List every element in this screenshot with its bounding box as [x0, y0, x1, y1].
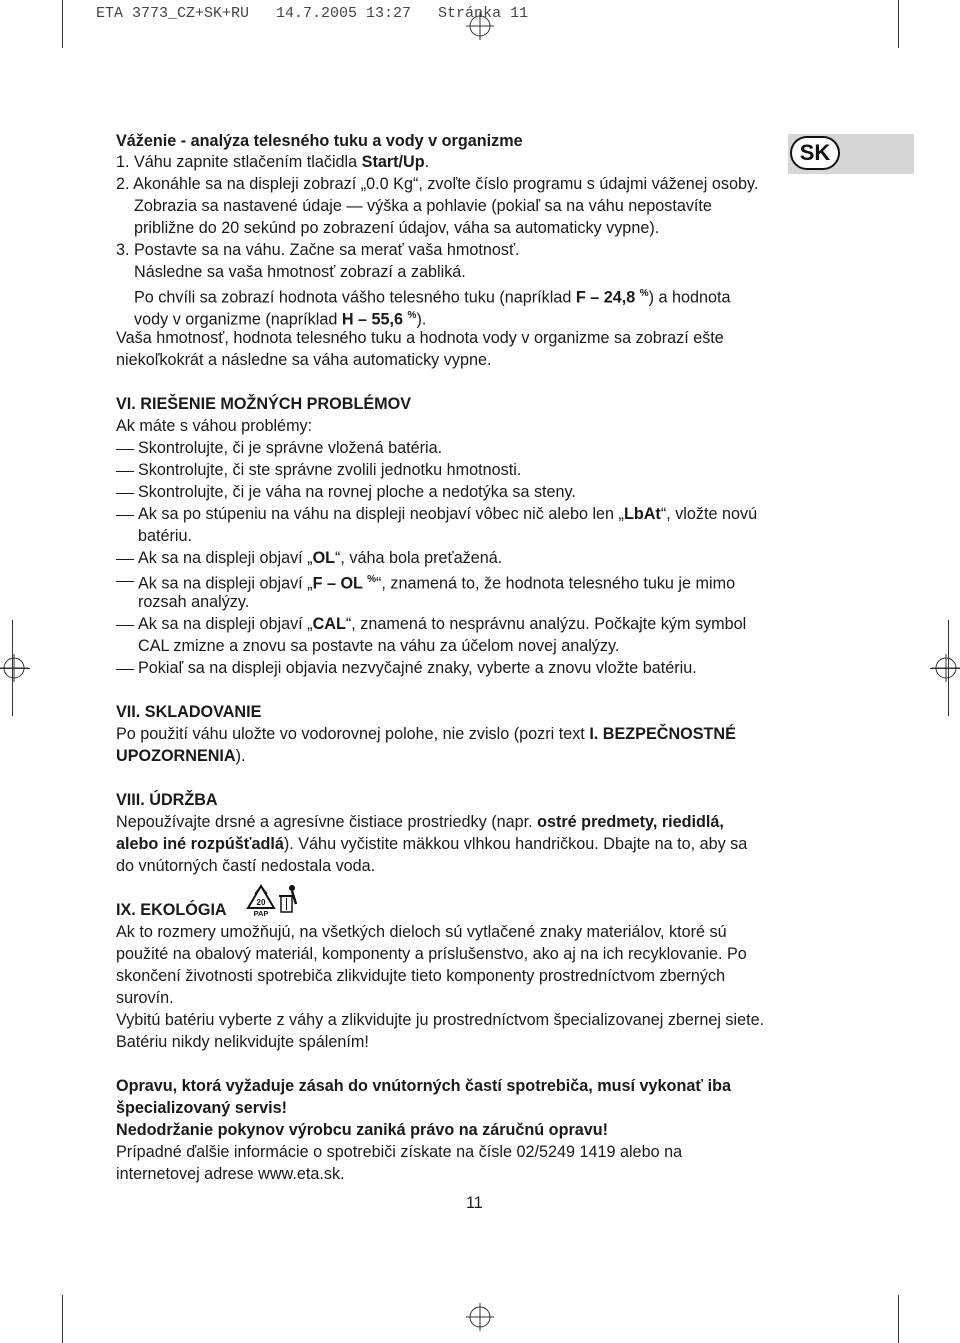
crop-mark [62, 0, 63, 48]
registration-mark-icon [466, 1303, 494, 1331]
registration-mark-icon [932, 654, 960, 682]
list-dash [116, 559, 134, 560]
notice-line-3: Nedodržanie pokynov výrobcu zaniká právo na záručnú opravu! [116, 1121, 609, 1139]
problems-item-4: Ak sa po stúpeniu na váhu na displeji neobjaví vôbec nič alebo len „LbAt“, vložte novú [138, 505, 758, 523]
crop-mark [898, 0, 899, 48]
problems-item-7: Ak sa na displeji objaví „CAL“, znamená to nesprávnu analýzu. Počkajte kým symbol [138, 615, 747, 633]
crop-mark [898, 1295, 899, 1343]
list-dash [116, 493, 134, 494]
storage-line-2: UPOZORNENIA). [116, 747, 246, 765]
weighing-closing-line-2: niekoľkokrát a následne sa váha automaticky vypne. [116, 351, 492, 369]
list-dash [116, 515, 134, 516]
weighing-step-3-line-4: vody v organizme (napríklad H – 55,6 %). [134, 310, 427, 329]
problems-item-2: Skontrolujte, či ste správne zvolili jednotku hmotnosti. [138, 461, 522, 479]
svg-text:PAP: PAP [253, 909, 269, 918]
problems-item-7-line-2: CAL zmizne a znovu sa postavte na váhu za účelom novej analýzy. [138, 637, 620, 655]
language-badge: SK [790, 136, 840, 170]
weighing-step-1: 1. Váhu zapnite stlačením tlačidla Start/Up. [116, 153, 430, 171]
notice-line-4: Prípadné ďalšie informácie o spotrebiči získate na čísle 02/5249 1419 alebo na [116, 1143, 683, 1161]
storage-title: VII. SKLADOVANIE [116, 703, 262, 721]
storage-line-1: Po použití váhu uložte vo vodorovnej polohe, nie zvislo (pozri text I. BEZPEČNOSTNÉ [116, 725, 736, 743]
ecology-line-3: skončení životnosti spotrebiča zlikvidujte tieto komponenty prostredníctvom zberných [116, 967, 726, 985]
maintenance-line-1: Nepoužívajte drsné a agresívne čistiace prostriedky (napr. ostré predmety, riedidlá, [116, 813, 724, 831]
problems-item-3: Skontrolujte, či je váha na rovnej ploche a nedotýka sa steny. [138, 483, 576, 501]
problems-title: VI. RIEŠENIE MOŽNÝCH PROBLÉMOV [116, 395, 412, 413]
weighing-step-3-line-3: Po chvíli sa zobrazí hodnota vášho telesného tuku (napríklad F – 24,8 %) a hodnota [134, 288, 731, 307]
notice-line-1: Opravu, ktorá vyžaduje zásah do vnútorných častí spotrebiča, musí vykonať iba [116, 1077, 731, 1095]
weighing-step-2: 2. Akonáhle sa na displeji zobrazí „0.0 Kg“, zvoľte číslo programu s údajmi váženej osoby. [116, 175, 759, 193]
ecology-line-6: Batériu nikdy nelikvidujte spálením! [116, 1033, 369, 1051]
ecology-line-5: Vybitú batériu vyberte z váhy a zlikvidujte ju prostredníctvom špecializovanej zbernej siete. [116, 1011, 765, 1029]
list-dash [116, 449, 134, 450]
list-dash [116, 471, 134, 472]
print-slug: ETA 3773_CZ+SK+RU 14.7.2005 13:27 Stránka 11 [96, 5, 529, 22]
ecology-title: IX. EKOLÓGIA [116, 901, 227, 919]
problems-item-8: Pokiaľ sa na displeji objavia nezvyčajné znaky, vyberte a znovu vložte batériu. [138, 659, 697, 677]
problems-item-4-line-2: batériu. [138, 527, 192, 545]
notice-line-2: špecializovaný servis! [116, 1099, 287, 1117]
problems-intro: Ak máte s váhou problémy: [116, 417, 313, 435]
ecology-line-1: Ak to rozmery umožňujú, na všetkých dieloch sú vytlačené znaky materiálov, ktoré sú [116, 923, 727, 941]
registration-mark-icon [0, 654, 28, 682]
svg-text:20: 20 [256, 898, 266, 907]
ecology-line-4: surovín. [116, 989, 174, 1007]
list-dash [116, 581, 134, 582]
maintenance-line-2: alebo iné rozpúšťadlá). Váhu vyčistite mäkkou vlhkou handričkou. Dbajte na to, aby sa [116, 835, 748, 853]
weighing-step-3-line-2: Následne sa vaša hmotnosť zobrazí a zabliká. [134, 263, 466, 281]
ecology-line-2: použité na obalový materiál, komponenty a príslušenstvo, ako aj na ich recyklovanie. Po [116, 945, 747, 963]
list-dash [116, 625, 134, 626]
list-dash [116, 669, 134, 670]
recycling-icon [244, 884, 302, 918]
problems-item-6: Ak sa na displeji objaví „F – OL %“, znamená to, že hodnota telesného tuku je mimo [138, 574, 736, 593]
problems-item-6-line-2: rozsah analýzy. [138, 593, 250, 611]
weighing-step-2-line-2: Zobrazia sa nastavené údaje — výška a pohlavie (pokiaľ sa na váhu nepostavíte [134, 197, 712, 215]
problems-item-5: Ak sa na displeji objaví „OL“, váha bola preťažená. [138, 549, 503, 567]
maintenance-line-3: do vnútorných častí nedostala voda. [116, 857, 376, 875]
weighing-title: Váženie - analýza telesného tuku a vody v organizme [116, 132, 523, 150]
weighing-step-2-line-3: približne do 20 sekúnd po zobrazení údajov, váha sa automaticky vypne). [134, 219, 660, 237]
problems-item-1: Skontrolujte, či je správne vložená batéria. [138, 439, 443, 457]
weighing-step-3: 3. Postavte sa na váhu. Začne sa merať vaša hmotnosť. [116, 241, 520, 259]
crop-mark [62, 1295, 63, 1343]
notice-line-5: internetovej adrese www.eta.sk. [116, 1165, 345, 1183]
maintenance-title: VIII. ÚDRŽBA [116, 791, 218, 809]
page-number: 11 [466, 1194, 483, 1212]
weighing-closing-line-1: Vaša hmotnosť, hodnota telesného tuku a hodnota vody v organizme sa zobrazí ešte [116, 329, 724, 347]
